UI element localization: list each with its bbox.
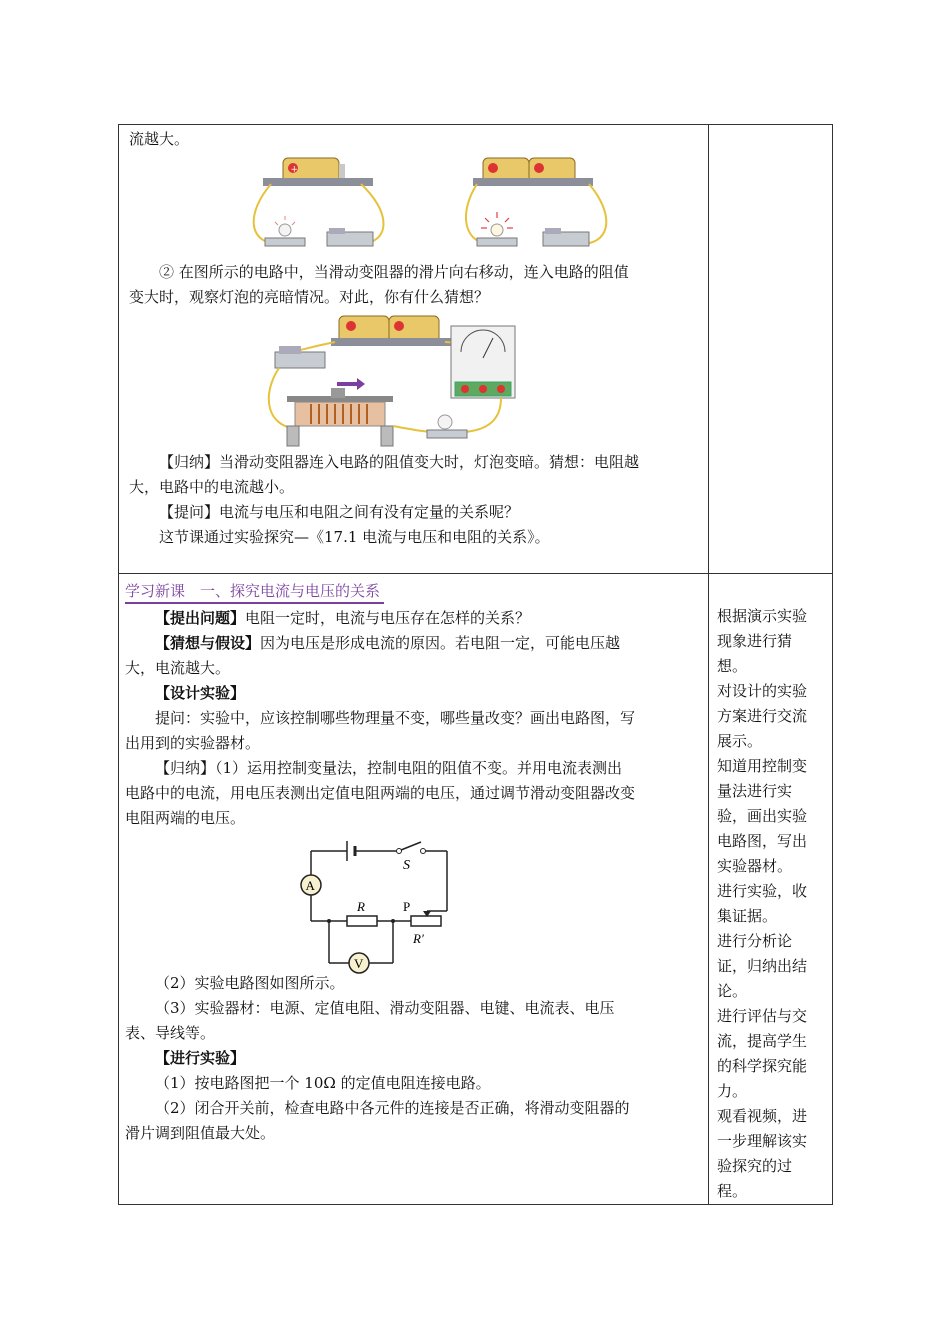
text-line: 大，电流越大。 [125, 659, 231, 677]
side-line: 程。 [717, 1182, 748, 1200]
side-line: 一步理解该实 [717, 1132, 808, 1150]
text-line: 【提问】电流与电压和电阻之间有没有定量的关系呢？ [159, 503, 520, 521]
side-line: 论。 [717, 982, 748, 1000]
side-line: 进行实验，收 [717, 882, 808, 900]
slider-label: P [403, 899, 411, 914]
text-hypothesis: 因为电压是形成电流的原因。若电阻一定，可能电压越 [260, 634, 621, 652]
table-row [119, 574, 833, 1205]
main-cell-intro [119, 125, 709, 574]
text-line: ② 在图所示的电路中，当滑动变阻器的滑片向右移动，连入电路的阻值 [159, 263, 629, 281]
lesson-table [118, 124, 833, 1205]
side-line: 进行分析论 [717, 932, 793, 950]
text-question: 电阻一定时，电流与电压存在怎样的关系？ [245, 609, 531, 627]
text-line: （2）实验电路图如图所示。 [155, 974, 345, 992]
text-line: 出用到的实验器材。 [125, 734, 261, 752]
text-line: 变大时，观察灯泡的亮暗情况。对此，你有什么猜想？ [129, 288, 490, 306]
side-line: 验探究的过 [717, 1157, 793, 1175]
side-line: 电路图，写出 [717, 832, 808, 850]
side-line: 想。 [717, 657, 748, 675]
table-row [119, 125, 833, 574]
text-line: 提问：实验中，应该控制哪些物理量不变，哪些量改变？画出电路图，写 [155, 709, 636, 727]
side-line: 方案进行交流 [717, 707, 808, 725]
side-line: 量法进行实 [717, 782, 793, 800]
section-title: 学习新课 一、探究电流与电压的关系 [125, 580, 384, 604]
resistor-label: R [357, 899, 365, 914]
side-cell-notes [709, 574, 833, 1205]
side-notes [717, 604, 826, 1204]
text-line: 【归纳】（1）运用控制变量法，控制电阻的阻值不变。并用电流表测出 [155, 759, 623, 777]
circuit-diagram [293, 839, 463, 975]
side-line: 证，归纳出结 [717, 957, 808, 975]
side-cell-empty [709, 125, 833, 574]
label-question: 【提出问题】 [155, 609, 246, 627]
circuit-diagram-row [125, 831, 700, 971]
text-line: 【归纳】当滑动变阻器连入电路的阻值变大时，灯泡变暗。猜想：电阻越 [159, 453, 640, 471]
side-line: 展示。 [717, 732, 763, 750]
ammeter-label: A [305, 878, 315, 893]
battery-bulb-figures [129, 152, 700, 260]
side-line: 验，画出实验 [717, 807, 808, 825]
single-battery-circuit-figure [241, 152, 401, 258]
text-line: 滑片调到阻值最大处。 [125, 1124, 276, 1142]
rheostat-circuit-figure [265, 312, 535, 450]
side-line: 进行评估与交 [717, 1007, 808, 1025]
side-line: 实验器材。 [717, 857, 793, 875]
switch-label: S [403, 858, 410, 873]
double-battery-circuit-figure [463, 152, 623, 258]
text-line: （2）闭合开关前，检查电路中各元件的连接是否正确，将滑动变阻器的 [155, 1099, 630, 1117]
text-line: （1）按电路图把一个 10Ω 的定值电阻连接电路。 [155, 1074, 491, 1092]
voltmeter-label: V [354, 956, 364, 971]
side-line: 力。 [717, 1082, 748, 1100]
text-line: 这节课通过实验探究—《17.1 电流与电压和电阻的关系》。 [159, 528, 550, 546]
side-line: 现象进行猜 [717, 632, 793, 650]
label-experiment: 【进行实验】 [155, 1049, 246, 1067]
side-line: 根据演示实验 [717, 607, 808, 625]
side-line: 知道用控制变 [717, 757, 808, 775]
side-line: 观看视频，进 [717, 1107, 808, 1125]
rheostat-label: R′ [413, 931, 424, 946]
label-hypothesis: 【猜想与假设】 [155, 634, 261, 652]
text-line: 表、导线等。 [125, 1024, 216, 1042]
text-line: 大，电路中的电流越小。 [129, 478, 295, 496]
label-design: 【设计实验】 [155, 684, 246, 702]
side-line: 集证据。 [717, 907, 778, 925]
side-line: 流，提高学生 [717, 1032, 808, 1050]
text-line: 流越大。 [129, 130, 190, 148]
side-line: 对设计的实验 [717, 682, 808, 700]
side-line: 的科学探究能 [717, 1057, 808, 1075]
main-cell-new-lesson [119, 574, 709, 1205]
text-line: 电路中的电流，用电压表测出定值电阻两端的电压，通过调节滑动变阻器改变 [125, 784, 636, 802]
rheostat-figure-row [129, 310, 700, 450]
text-line: （3）实验器材：电源、定值电阻、滑动变阻器、电键、电流表、电压 [155, 999, 615, 1017]
text-line: 电阻两端的电压。 [125, 809, 246, 827]
svg-text:+: + [290, 165, 299, 175]
